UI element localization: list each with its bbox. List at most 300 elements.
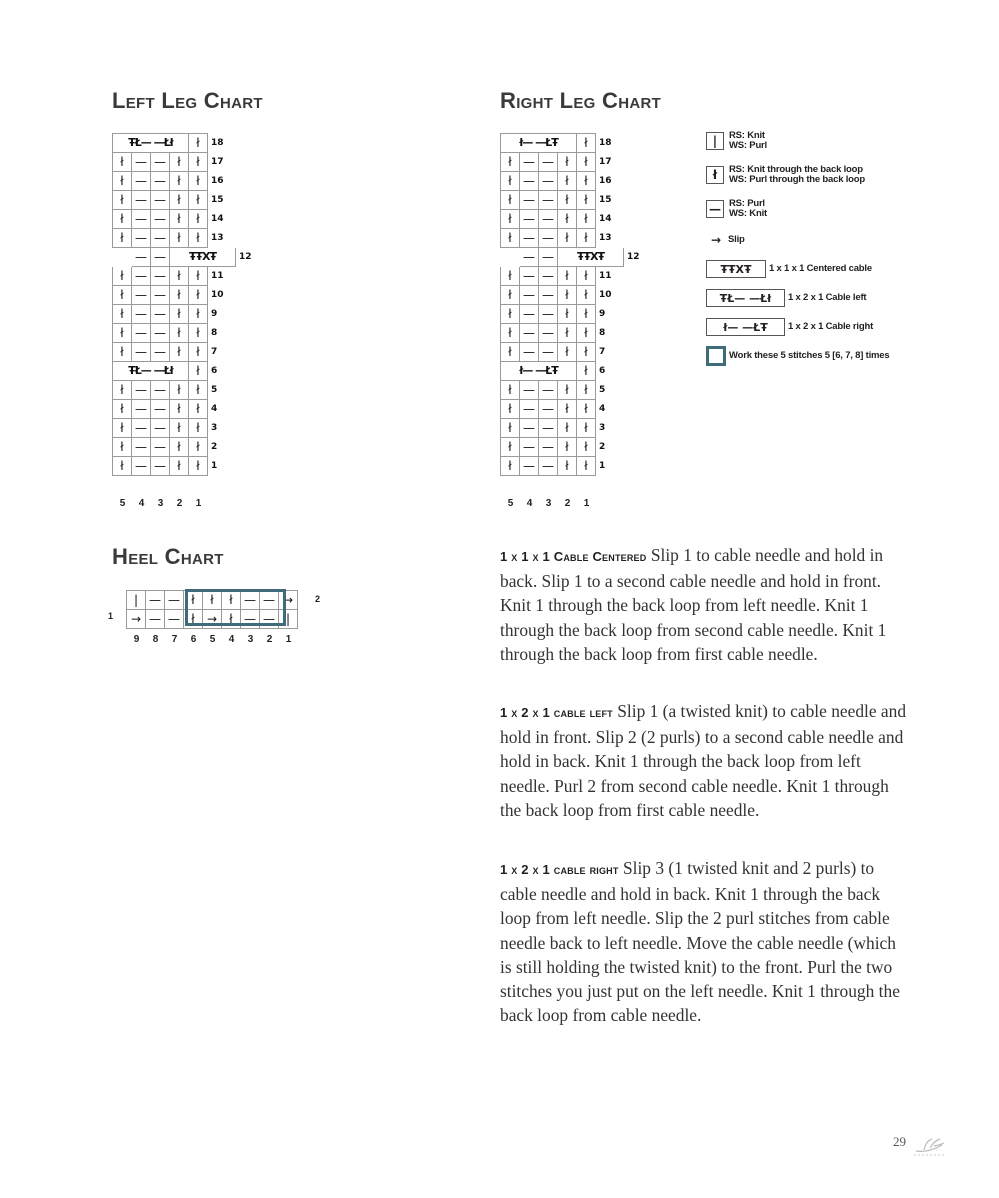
stitch-cell: ł <box>170 191 189 210</box>
stitch-cell: — <box>539 153 558 172</box>
stitch-cell: ł <box>113 286 132 305</box>
stitch-cell: ł <box>170 438 189 457</box>
stitch-cell: ł <box>170 324 189 343</box>
stitch-cell: ł <box>113 229 132 248</box>
stitch-cell: ł <box>577 362 596 381</box>
stitch-cell: ł <box>501 381 520 400</box>
row-number: 4 <box>599 404 606 414</box>
stitch-cell: ł <box>189 419 208 438</box>
row-number: 1 <box>599 461 606 471</box>
heel-row-label-2: 2 <box>315 594 321 604</box>
stitch-cell: — <box>520 191 539 210</box>
right-cable-cell: ł— —ŁŦ <box>501 362 577 381</box>
instruction-centered-cable <box>500 543 910 666</box>
chart-row <box>501 267 652 286</box>
stitch-cell: — <box>132 419 151 438</box>
stitch-cell: ł <box>577 438 596 457</box>
chart-row <box>501 248 652 267</box>
stitch-cell: ł <box>577 267 596 286</box>
legend-text: Work these 5 stitches 5 [6, 7, 8] times <box>729 350 890 361</box>
chart-row <box>113 210 264 229</box>
stitch-number: 1 <box>195 498 202 509</box>
left-leg-stitch-numbers <box>113 498 208 509</box>
stitch-cell: — <box>520 286 539 305</box>
stitch-cell: ł <box>189 267 208 286</box>
stitch-cell: — <box>539 210 558 229</box>
stitch-number: 2 <box>564 498 571 509</box>
stitch-cell: ł <box>501 305 520 324</box>
stitch-cell: ł <box>501 172 520 191</box>
stitch-cell: ł <box>189 457 208 476</box>
stitch-cell: — <box>260 610 279 629</box>
stitch-number: 3 <box>157 498 164 509</box>
stitch-cell: ł <box>170 457 189 476</box>
stitch-cell: — <box>539 343 558 362</box>
stitch-cell: ł <box>189 305 208 324</box>
stitch-cell: — <box>539 419 558 438</box>
stitch-cell: — <box>165 591 184 610</box>
stitch-cell: — <box>539 267 558 286</box>
instruction-text: Slip 1 to cable needle and hold in back. Slip 1 to a second cable needle and hold in front. Knit 1 through the back loop from left needle. Knit 1 through the back loop from second cable needle. Knit 1 through the back loop from first cable needle. <box>500 545 887 664</box>
legend-cable-right <box>706 318 873 336</box>
row-number: 16 <box>599 176 612 186</box>
chart-row <box>501 457 652 476</box>
stitch-cell: ł <box>170 267 189 286</box>
stitch-number: 3 <box>247 634 254 645</box>
legend-slip <box>706 231 745 249</box>
stitch-cell: ł <box>577 324 596 343</box>
empty-cell <box>113 248 132 267</box>
stitch-cell: — <box>132 343 151 362</box>
stitch-cell: ł <box>577 229 596 248</box>
centered-cable-cell: ŦŦXŦ <box>558 248 624 267</box>
row-number: 15 <box>211 195 224 205</box>
legend-text: RS: Knit <box>729 130 765 141</box>
stitch-cell: — <box>241 610 260 629</box>
stitch-cell: ł <box>577 172 596 191</box>
stitch-cell: ł <box>501 286 520 305</box>
cable-left-symbol-icon: ŦŁ— —Łł <box>706 289 785 307</box>
chart-row <box>501 134 652 153</box>
stitch-cell: ł <box>113 381 132 400</box>
stitch-cell: ł <box>577 381 596 400</box>
chart-row <box>113 324 264 343</box>
stitch-number: 4 <box>526 498 533 509</box>
stitch-cell: — <box>520 438 539 457</box>
slip-symbol-icon: → <box>710 233 722 247</box>
stitch-cell: ł <box>501 267 520 286</box>
stitch-cell: ł <box>558 438 577 457</box>
stitch-cell: ł <box>558 229 577 248</box>
stitch-number: 8 <box>152 634 159 645</box>
legend-text: 1 x 2 x 1 Cable right <box>788 321 874 332</box>
legend-knit-tbl <box>706 165 865 185</box>
row-number: 7 <box>599 347 606 357</box>
stitch-cell: ł <box>189 400 208 419</box>
chart-row <box>113 267 264 286</box>
left-leg-chart <box>112 133 264 476</box>
stitch-cell: — <box>132 267 151 286</box>
chart-row <box>113 457 264 476</box>
stitch-cell: ł <box>558 286 577 305</box>
stitch-number: 2 <box>266 634 273 645</box>
legend-text: WS: Purl <box>729 140 767 151</box>
stitch-cell: — <box>151 267 170 286</box>
stitch-number: 1 <box>285 634 292 645</box>
stitch-cell: — <box>539 248 558 267</box>
stitch-cell: ł <box>558 210 577 229</box>
empty-cell <box>501 248 520 267</box>
stitch-cell: — <box>539 305 558 324</box>
stitch-cell: — <box>520 305 539 324</box>
chart-row <box>113 191 264 210</box>
stitch-cell: ł <box>189 153 208 172</box>
left-cable-cell: ŦŁ— —Łł <box>113 362 189 381</box>
stitch-cell: — <box>520 153 539 172</box>
chart-row <box>113 248 264 267</box>
legend-text: RS: Purl <box>729 198 765 209</box>
chart-row <box>501 172 652 191</box>
stitch-cell: ł <box>189 381 208 400</box>
left-cable-cell: ŦŁ— —Łł <box>113 134 189 153</box>
instruction-lead: 1 x 2 x 1 cable left <box>500 705 613 720</box>
row-number: 2 <box>599 442 606 452</box>
stitch-cell: — <box>151 457 170 476</box>
chart-row <box>501 229 652 248</box>
row-number: 11 <box>211 271 224 281</box>
right-leg-stitch-numbers <box>501 498 596 509</box>
stitch-cell: ł <box>189 362 208 381</box>
stitch-cell: ł <box>113 457 132 476</box>
chart-row <box>113 153 264 172</box>
instruction-cable-right <box>500 856 910 1027</box>
stitch-cell: ł <box>113 343 132 362</box>
stitch-cell: ł <box>558 172 577 191</box>
row-number: 11 <box>599 271 612 281</box>
stitch-number: 2 <box>176 498 183 509</box>
stitch-cell: ł <box>577 134 596 153</box>
stitch-cell: ł <box>501 438 520 457</box>
stitch-cell: ł <box>170 229 189 248</box>
chart-row <box>113 400 264 419</box>
stitch-cell: → <box>203 610 222 629</box>
stitch-cell: — <box>151 305 170 324</box>
stitch-cell: — <box>132 248 151 267</box>
chart-row <box>113 343 264 362</box>
stitch-number: 4 <box>228 634 235 645</box>
chart-row <box>501 343 652 362</box>
stitch-cell: — <box>132 172 151 191</box>
stitch-cell: ł <box>189 343 208 362</box>
chart-row <box>113 419 264 438</box>
chart-row <box>113 286 264 305</box>
stitch-cell: — <box>151 172 170 191</box>
stitch-cell: ł <box>501 419 520 438</box>
stitch-number: 6 <box>190 634 197 645</box>
stitch-number: 5 <box>507 498 514 509</box>
legend-text: 1 x 2 x 1 Cable left <box>788 292 867 303</box>
stitch-cell: ł <box>558 305 577 324</box>
stitch-cell: ł <box>113 172 132 191</box>
stitch-number: 1 <box>583 498 590 509</box>
knit-symbol-icon: | <box>706 132 724 150</box>
stitch-cell: ł <box>558 400 577 419</box>
stitch-number: 5 <box>119 498 126 509</box>
legend-cable-left <box>706 289 866 307</box>
heel-chart-title: Heel Chart <box>112 544 224 569</box>
legend-text: RS: Knit through the back loop <box>729 164 863 175</box>
stitch-cell: ł <box>170 286 189 305</box>
heel-row-label-1: 1 <box>108 611 114 621</box>
stitch-cell: — <box>539 400 558 419</box>
stitch-cell: — <box>151 286 170 305</box>
stitch-cell: — <box>539 286 558 305</box>
chart-row <box>501 400 652 419</box>
chart-row <box>113 172 264 191</box>
chart-row <box>501 305 652 324</box>
chart-row <box>113 305 264 324</box>
stitch-cell: ł <box>170 153 189 172</box>
stitch-cell: ł <box>222 610 241 629</box>
stitch-cell: ł <box>558 191 577 210</box>
chart-row <box>113 134 264 153</box>
stitch-cell: ł <box>558 419 577 438</box>
centered-cable-cell: ŦŦXŦ <box>170 248 236 267</box>
row-number: 9 <box>599 309 606 319</box>
stitch-cell: ł <box>558 267 577 286</box>
stitch-cell: — <box>132 305 151 324</box>
stitch-cell: ł <box>113 191 132 210</box>
row-number: 13 <box>211 233 224 243</box>
stitch-number: 3 <box>545 498 552 509</box>
chart-row <box>113 229 264 248</box>
stitch-cell: — <box>520 324 539 343</box>
stitch-cell: — <box>132 438 151 457</box>
row-number: 4 <box>211 404 218 414</box>
legend-text: Slip <box>728 234 745 245</box>
stitch-cell: ł <box>558 153 577 172</box>
stitch-cell: — <box>241 591 260 610</box>
stitch-cell: — <box>151 381 170 400</box>
decorative-flourish-icon <box>914 1133 946 1157</box>
legend-purl <box>706 199 767 219</box>
stitch-cell: ł <box>501 324 520 343</box>
stitch-cell: — <box>151 191 170 210</box>
stitch-cell: ł <box>189 438 208 457</box>
chart-row <box>501 438 652 457</box>
chart-row <box>501 419 652 438</box>
right-leg-chart <box>500 133 652 476</box>
stitch-number: 7 <box>171 634 178 645</box>
chart-row <box>501 324 652 343</box>
stitch-cell: — <box>520 457 539 476</box>
stitch-number: 4 <box>138 498 145 509</box>
repeat-box-icon <box>706 346 726 366</box>
stitch-cell: — <box>539 229 558 248</box>
stitch-cell: ł <box>558 324 577 343</box>
stitch-cell: — <box>520 248 539 267</box>
stitch-cell: → <box>127 610 146 629</box>
stitch-cell: ł <box>558 381 577 400</box>
row-number: 1 <box>211 461 218 471</box>
row-number: 3 <box>211 423 218 433</box>
stitch-cell: — <box>520 210 539 229</box>
stitch-cell: ł <box>577 305 596 324</box>
row-number: 14 <box>211 214 224 224</box>
row-number: 7 <box>211 347 218 357</box>
legend-text: WS: Knit <box>729 208 767 219</box>
stitch-cell: — <box>151 210 170 229</box>
stitch-cell: ł <box>170 343 189 362</box>
stitch-cell: ł <box>558 343 577 362</box>
stitch-cell: ł <box>170 210 189 229</box>
stitch-cell: — <box>132 286 151 305</box>
instruction-text: Slip 1 (a twisted knit) to cable needle and hold in front. Slip 2 (2 purls) to a second cable needle and hold in back. Knit 1 through the back loop from left needle. Purl 2 from second cable needle. Knit 1 through the back loop from first cable needle. <box>500 701 907 820</box>
stitch-cell: ł <box>170 381 189 400</box>
row-number: 3 <box>599 423 606 433</box>
stitch-cell: — <box>539 457 558 476</box>
stitch-cell: — <box>132 381 151 400</box>
stitch-cell: — <box>539 191 558 210</box>
stitch-cell: — <box>132 210 151 229</box>
stitch-cell: ł <box>113 324 132 343</box>
stitch-cell: ł <box>189 191 208 210</box>
row-number: 5 <box>599 385 606 395</box>
chart-row <box>501 381 652 400</box>
stitch-cell: ł <box>203 591 222 610</box>
chart-row <box>501 286 652 305</box>
stitch-cell: ł <box>501 229 520 248</box>
row-number: 10 <box>599 290 612 300</box>
stitch-cell: ł <box>113 305 132 324</box>
stitch-cell: — <box>520 267 539 286</box>
row-number: 18 <box>599 138 612 148</box>
stitch-cell: ł <box>170 419 189 438</box>
row-number: 5 <box>211 385 218 395</box>
stitch-cell: ł <box>189 210 208 229</box>
stitch-cell: ł <box>113 419 132 438</box>
stitch-cell: ł <box>113 438 132 457</box>
stitch-cell: — <box>132 153 151 172</box>
stitch-cell: — <box>165 610 184 629</box>
stitch-cell: — <box>520 172 539 191</box>
row-number: 2 <box>211 442 218 452</box>
stitch-cell: — <box>146 591 165 610</box>
stitch-cell: — <box>260 591 279 610</box>
stitch-cell: — <box>151 324 170 343</box>
stitch-cell: — <box>151 419 170 438</box>
chart-row <box>113 362 264 381</box>
row-number: 13 <box>599 233 612 243</box>
stitch-cell: ł <box>184 610 203 629</box>
right-leg-chart-title: Right Leg Chart <box>500 88 662 113</box>
stitch-cell: ł <box>577 343 596 362</box>
chart-row <box>113 438 264 457</box>
legend-text: 1 x 1 x 1 Centered cable <box>769 263 872 274</box>
stitch-cell: — <box>151 343 170 362</box>
row-number: 9 <box>211 309 218 319</box>
stitch-cell: — <box>520 381 539 400</box>
stitch-cell: | <box>127 591 146 610</box>
stitch-cell: ł <box>577 191 596 210</box>
stitch-cell: ł <box>113 153 132 172</box>
row-number: 17 <box>599 157 612 167</box>
stitch-cell: ł <box>577 419 596 438</box>
stitch-cell: ł <box>189 172 208 191</box>
stitch-cell: — <box>132 324 151 343</box>
stitch-cell: — <box>539 324 558 343</box>
page-number: 29 <box>893 1134 906 1149</box>
instruction-lead: 1 x 1 x 1 Cable Centered <box>500 549 647 564</box>
row-number: 12 <box>239 252 252 262</box>
stitch-cell: — <box>520 419 539 438</box>
stitch-cell: — <box>520 343 539 362</box>
chart-row <box>501 362 652 381</box>
row-number: 12 <box>627 252 640 262</box>
stitch-cell: ł <box>501 343 520 362</box>
chart-row <box>501 210 652 229</box>
legend-centered-cable <box>706 260 872 278</box>
stitch-cell: — <box>520 229 539 248</box>
stitch-cell: ł <box>170 305 189 324</box>
stitch-number: 9 <box>133 634 140 645</box>
purl-symbol-icon: — <box>706 200 724 218</box>
stitch-cell: — <box>146 610 165 629</box>
row-number: 8 <box>599 328 606 338</box>
stitch-cell: ł <box>558 457 577 476</box>
stitch-cell: ł <box>222 591 241 610</box>
row-number: 10 <box>211 290 224 300</box>
stitch-number: 5 <box>209 634 216 645</box>
stitch-cell: ł <box>170 400 189 419</box>
stitch-cell: ł <box>501 457 520 476</box>
stitch-cell: — <box>151 438 170 457</box>
row-number: 6 <box>599 366 606 376</box>
stitch-cell: ł <box>113 400 132 419</box>
stitch-cell: ł <box>577 153 596 172</box>
heel-repeat-box <box>185 589 286 626</box>
stitch-cell: — <box>151 400 170 419</box>
row-number: 6 <box>211 366 218 376</box>
right-cable-cell: ł— —ŁŦ <box>501 134 577 153</box>
stitch-cell: — <box>539 172 558 191</box>
chart-row <box>501 153 652 172</box>
stitch-cell: — <box>132 191 151 210</box>
stitch-cell: ł <box>577 210 596 229</box>
legend-knit <box>706 131 767 151</box>
stitch-cell: ł <box>577 400 596 419</box>
knit-tbl-symbol-icon: ł <box>706 166 724 184</box>
centered-cable-symbol-icon: ŦŦXŦ <box>706 260 766 278</box>
stitch-cell: ł <box>170 172 189 191</box>
stitch-cell: ł <box>184 591 203 610</box>
stitch-cell: ł <box>189 324 208 343</box>
stitch-cell: → <box>279 591 298 610</box>
heel-stitch-numbers <box>127 634 298 645</box>
stitch-cell: ł <box>501 210 520 229</box>
stitch-cell: ł <box>113 210 132 229</box>
stitch-cell: — <box>520 400 539 419</box>
row-number: 16 <box>211 176 224 186</box>
row-number: 8 <box>211 328 218 338</box>
left-leg-chart-title: Left Leg Chart <box>112 88 263 113</box>
stitch-cell: ł <box>113 267 132 286</box>
stitch-cell: | <box>279 610 298 629</box>
instruction-text: Slip 3 (1 twisted knit and 2 purls) to cable needle and hold in back. Knit 1 through the back loop from left needle. Slip the 2 purl stitches from cable needle back to left needle. Move the cable needle (which is still holding the twisted knit) to the front. Purl the two stitches you just put on the left needle. Knit 1 through the back loop from cable needle. <box>500 858 900 1026</box>
legend-text: WS: Purl through the back loop <box>729 174 865 185</box>
row-number: 17 <box>211 157 224 167</box>
stitch-cell: ł <box>577 457 596 476</box>
